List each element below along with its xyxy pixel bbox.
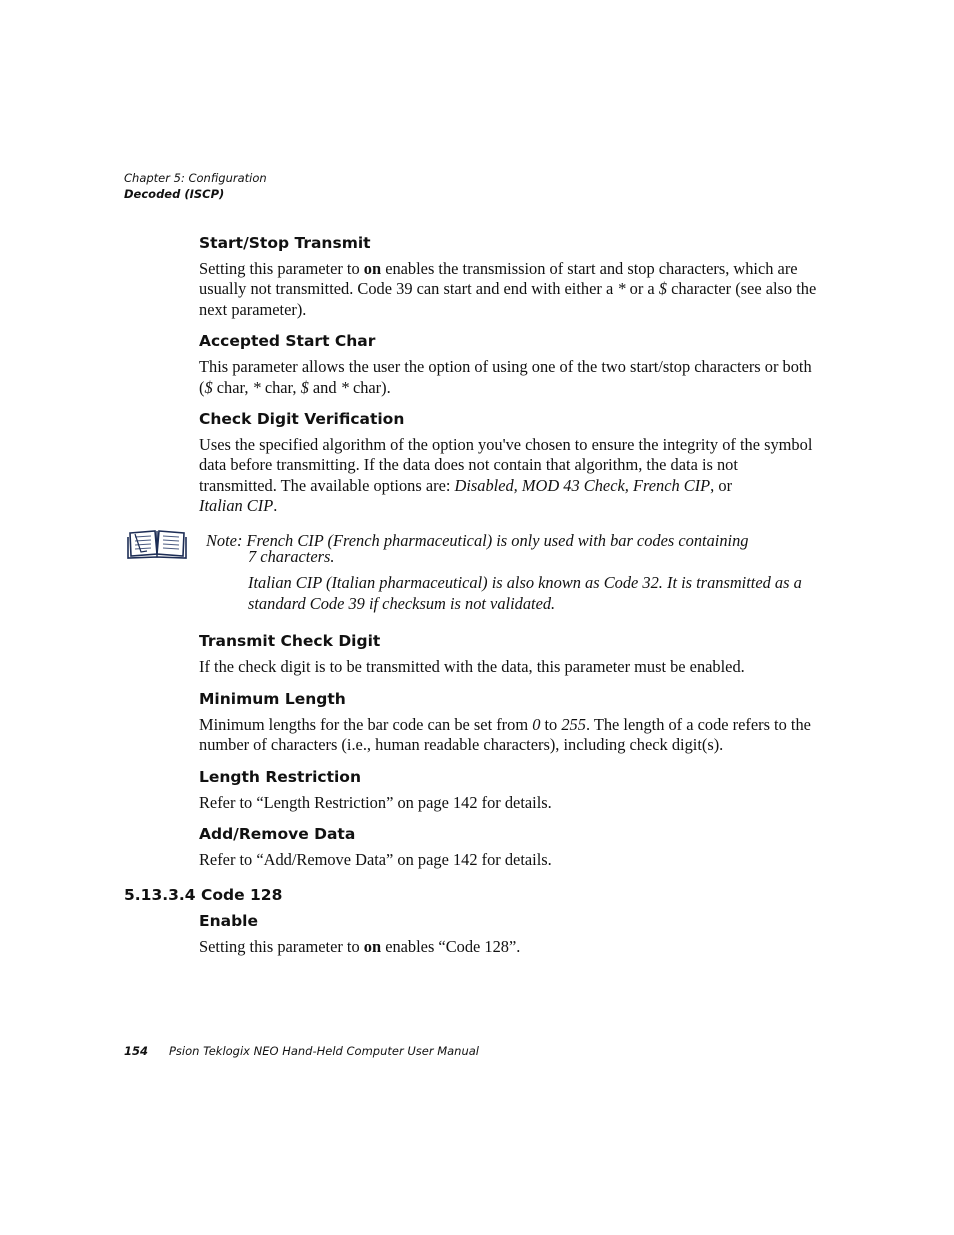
note-text-paragraph2: Italian CIP (Italian pharmaceutical) is also known as Code 32. It is transmitted as a standard Code 39 if checksum is not validated. — [248, 573, 802, 613]
paragraph-enable — [199, 937, 819, 957]
paragraph-accepted-start-char — [199, 357, 819, 398]
dollar-char: $ — [658, 279, 667, 299]
text-run: or a — [625, 279, 659, 299]
text-run: Setting this parameter to — [199, 259, 364, 278]
text-run: Minimum lengths for the bar code can be set from — [199, 714, 533, 734]
star-char: * — [617, 279, 626, 299]
text-run: char, — [260, 377, 301, 397]
text-run: Setting this parameter to — [199, 937, 364, 957]
text-run: . — [273, 496, 278, 516]
text-run: char, — [212, 377, 253, 397]
note-block — [199, 531, 819, 615]
text-run: char). — [348, 377, 391, 397]
text-run: and — [308, 377, 341, 397]
star-char: * — [252, 377, 261, 397]
running-header — [124, 170, 267, 202]
dollar-char: $ — [204, 377, 213, 397]
star-char: * — [340, 377, 349, 397]
bold-on: on — [363, 259, 382, 278]
page-content — [124, 232, 819, 968]
text-run: enables “Code 128”. — [381, 937, 521, 957]
paragraph-transmit-check-digit: If the check digit is to be transmitted with the data, this parameter must be enabled. — [199, 657, 745, 677]
paragraph-length-restriction: Refer to “Length Restriction” on page 142 for details. — [199, 792, 552, 812]
option-list: Disabled, MOD 43 Check, French CIP — [454, 475, 711, 495]
note-text-line1: Note: French CIP (French pharmaceutical) is only used with bar codes containing — [206, 530, 749, 550]
heading-check-digit-verification: Check Digit Verification — [199, 410, 405, 429]
heading-add-remove-data: Add/Remove Data — [199, 824, 356, 843]
text-run: to — [540, 714, 562, 734]
text-run: enables the transmission of start and stop characters, which are usually not transmitted. Code 39 can start and end with either a — [199, 259, 798, 299]
min-value: 0 — [532, 714, 541, 734]
max-value: 255 — [561, 714, 586, 734]
bold-on: on — [363, 937, 382, 957]
page-footer — [124, 1043, 479, 1059]
heading-start-stop-transmit: Start/Stop Transmit — [199, 234, 371, 252]
text-run: This parameter allows the user the option of using one of the two start/stop characters or both ( — [199, 357, 812, 397]
paragraph-start-stop-transmit — [199, 259, 819, 320]
section-title: Decoded (ISCP) — [124, 187, 225, 201]
text-run: , or — [710, 475, 733, 495]
heading-code-128: 5.13.3.4 Code 128 — [124, 886, 283, 905]
manual-title: Psion Teklogix NEO Hand-Held Computer User Manual — [169, 1044, 479, 1058]
heading-minimum-length: Minimum Length — [199, 689, 346, 708]
paragraph-minimum-length — [199, 715, 819, 756]
text-run: Uses the specified algorithm of the option you've chosen to ensure the integrity of the symbol data before transmitting. If the data does not contain that algorithm, the data is not transmitted. The available options are: — [199, 435, 813, 495]
paragraph-add-remove-data: Refer to “Add/Remove Data” on page 142 for details. — [199, 849, 552, 869]
heading-transmit-check-digit: Transmit Check Digit — [199, 632, 381, 651]
dollar-char: $ — [300, 377, 309, 397]
note-text-line2: 7 characters. — [248, 547, 335, 567]
open-book-icon — [127, 527, 187, 561]
paragraph-check-digit-verification — [199, 435, 819, 517]
heading-accepted-start-char: Accepted Start Char — [199, 332, 376, 351]
text-run: . The length of a code refers to the number of characters (i.e., human readable characters), including check digit(s). — [199, 714, 811, 755]
page-number: 154 — [124, 1044, 149, 1058]
option-italian-cip: Italian CIP — [199, 496, 274, 516]
heading-length-restriction: Length Restriction — [199, 767, 361, 786]
text-run: character (see also the next parameter). — [199, 279, 817, 319]
heading-enable: Enable — [199, 912, 259, 931]
chapter-title: Chapter 5: Configuration — [124, 171, 267, 185]
